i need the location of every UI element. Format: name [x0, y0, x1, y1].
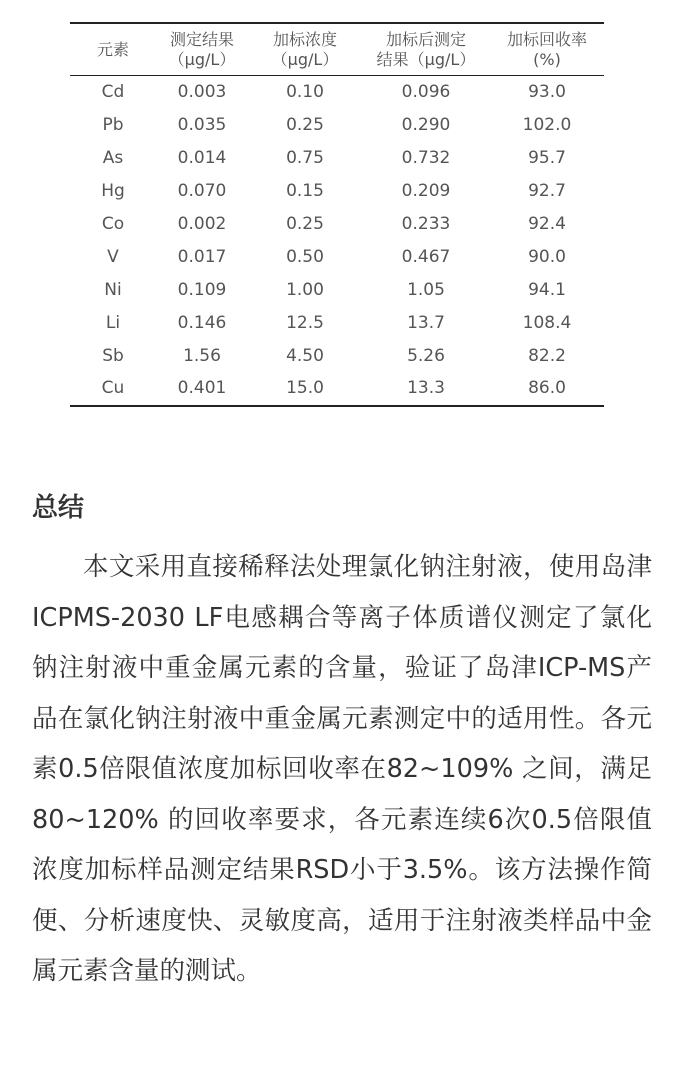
- cell-spike: 0.25: [286, 115, 324, 136]
- cell-recovery: 93.0: [528, 82, 566, 103]
- summary-title: 总结: [32, 493, 85, 523]
- cell-result: 0.017: [177, 246, 227, 267]
- table-row: [70, 273, 604, 306]
- cell-spike: 15.0: [286, 378, 324, 399]
- header-element-label: 元素: [96, 40, 129, 59]
- cell-after: 1.05: [407, 279, 445, 300]
- cell-after: 0.209: [401, 181, 451, 202]
- cell-element: Cd: [101, 82, 125, 103]
- table-row: [70, 208, 604, 241]
- cell-result: 0.109: [177, 279, 227, 300]
- table-row: [70, 109, 604, 142]
- header-spike-conc: [248, 23, 362, 76]
- cell-result: 0.401: [177, 378, 227, 399]
- cell-after: 0.467: [401, 246, 451, 267]
- table-row: [70, 175, 604, 208]
- cell-result: 0.035: [177, 115, 227, 136]
- cell-recovery: 94.1: [528, 279, 566, 300]
- recovery-table-container: [70, 22, 604, 407]
- cell-result: 0.002: [177, 214, 227, 234]
- cell-spike: 0.10: [286, 82, 324, 103]
- cell-element: As: [102, 148, 124, 169]
- header-result: [156, 23, 248, 76]
- cell-spike: 12.5: [286, 312, 324, 333]
- table-header-row: [70, 23, 604, 76]
- cell-recovery: 92.4: [528, 214, 566, 234]
- cell-result: 1.56: [183, 345, 221, 366]
- cell-recovery: 86.0: [528, 378, 566, 399]
- header-result-line1: 测定结果: [169, 30, 234, 49]
- table-row: [70, 76, 604, 109]
- cell-element: Cu: [101, 378, 125, 399]
- summary-paragraph: 本文采用直接稀释法处理氯化钠注射液，使用岛津ICPMS-2030 LF电感耦合等离子体质谱仪测定了氯化钠注射液中重金属元素的含量，验证了岛津ICP-MS产品在氯化钠注射液中重金属元素测定中的适用性。各元素0.5倍限值浓度加标回收率在82~109% 之间，满足 80~120% 的回收率要求，各元素连续6次0.5倍限值浓度加标样品测定结果RSD小于3.5%。该方法操作简便、分析速度快、灵敏度高，适用于注射液类样品中金属元素含量的测试。: [32, 552, 652, 986]
- table-row: [70, 240, 604, 273]
- cell-element: Sb: [102, 345, 124, 366]
- cell-result: 0.003: [177, 82, 227, 103]
- header-spike-line1: 加标浓度: [272, 30, 337, 49]
- header-recovery: [490, 23, 604, 76]
- cell-spike: 0.15: [286, 181, 324, 202]
- cell-element: Li: [105, 312, 121, 333]
- table-row: [70, 306, 604, 339]
- cell-spike: 0.25: [286, 214, 324, 234]
- table-header: [70, 23, 604, 76]
- header-recovery-line2: (%): [533, 50, 561, 69]
- header-after-line1: 加标后测定: [385, 30, 466, 49]
- header-element: [70, 23, 156, 76]
- cell-after: 5.26: [407, 345, 445, 366]
- header-spike-line2: （μg/L）: [271, 50, 339, 69]
- cell-after: 0.233: [401, 214, 451, 234]
- header-after-spike: [362, 23, 490, 76]
- cell-recovery: 108.4: [522, 312, 572, 333]
- cell-spike: 0.50: [286, 246, 324, 267]
- cell-element: Ni: [104, 279, 122, 300]
- cell-result: 0.146: [177, 312, 227, 333]
- cell-spike: 0.75: [286, 148, 324, 169]
- cell-recovery: 102.0: [522, 115, 572, 136]
- header-after-line2: 结果（μg/L）: [376, 50, 476, 69]
- cell-element: Pb: [102, 115, 124, 136]
- cell-spike: 1.00: [286, 279, 324, 300]
- table-body: [70, 76, 604, 406]
- spike-recovery-table: [70, 22, 604, 407]
- cell-recovery: 90.0: [528, 246, 566, 267]
- cell-result: 0.014: [177, 148, 227, 169]
- cell-element: Hg: [101, 181, 125, 202]
- cell-spike: 4.50: [286, 345, 324, 366]
- cell-recovery: 82.2: [528, 345, 566, 366]
- cell-after: 0.290: [401, 115, 451, 136]
- cell-after: 0.096: [401, 82, 451, 103]
- table-row: [70, 339, 604, 372]
- summary-section: [32, 488, 652, 997]
- cell-element: V: [107, 246, 119, 267]
- cell-recovery: 95.7: [528, 148, 566, 169]
- cell-after: 0.732: [401, 148, 451, 169]
- cell-element: Co: [101, 214, 125, 234]
- cell-result: 0.070: [177, 181, 227, 202]
- table-row: [70, 372, 604, 406]
- cell-after: 13.7: [407, 312, 445, 333]
- table-row: [70, 142, 604, 175]
- header-recovery-line1: 加标回收率: [506, 30, 587, 49]
- header-result-line2: （μg/L）: [168, 50, 236, 69]
- cell-after: 13.3: [407, 378, 445, 399]
- cell-recovery: 92.7: [528, 181, 566, 202]
